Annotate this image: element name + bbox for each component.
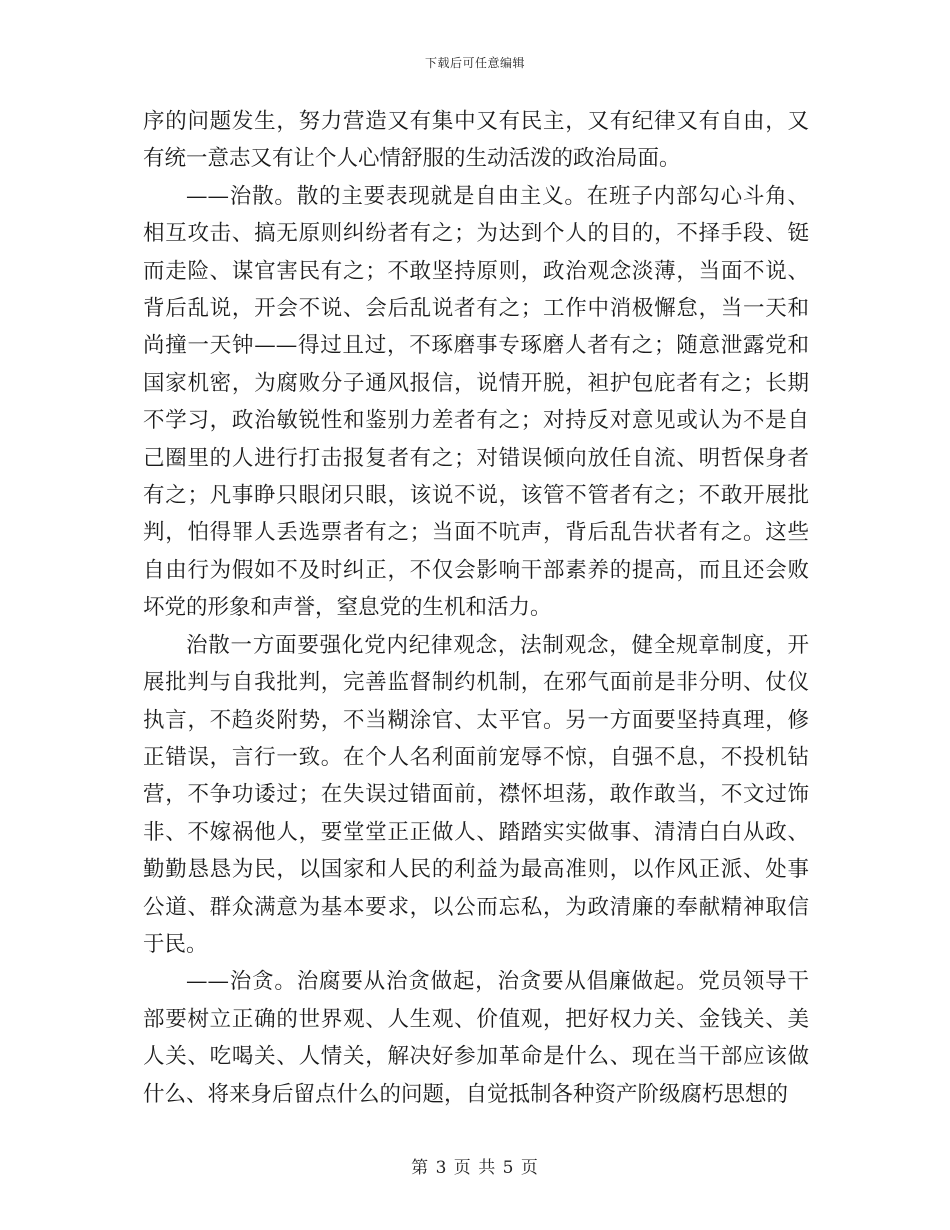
page-footer: 第 3 页 共 5 页 <box>411 1158 539 1178</box>
paragraph-2: ——治散。散的主要表现就是自由主义。在班子内部勾心斗角、相互攻击、搞无原则纠纷者有之；为达到个人的目的，不择手段、铤而走险、谋官害民有之；不敢坚持原则，政治观念淡薄，当面不说、背后乱说，开会不说、会后乱说者有之；工作中消极懈怠，当一天和尚撞一天钟——得过且过，不琢磨事专琢磨人者有之；随意泄露党和国家机密，为腐败分子通风报信，说情开脱，袒护包庇者有之；长期不学习，政治敏锐性和鉴别力差者有之；对持反对意见或认为不是自己圈里的人进行打击报复者有之；对错误倾向放任自流、明哲保身者有之；凡事睁只眼闭只眼，该说不说，该管不管者有之；不敢开展批判，怕得罪人丢选票者有之；当面不吭声，背后乱告状者有之。这些自由行为假如不及时纠正，不仅会影响干部素养的提高，而且还会败坏党的形象和声誉，窒息党的生机和活力。 <box>143 183 809 621</box>
paragraph-4: ——治贪。治腐要从治贪做起，治贪要从倡廉做起。党员领导干部要树立正确的世界观、人生观、价值观，把好权力关、金钱关、美人关、吃喝关、人情关，解决好参加革命是什么、现在当干部应该做什么、将来身后留点什么的问题，自觉抵制各种资产阶级腐朽思想的 <box>143 969 809 1107</box>
page-header: 下载后可任意编辑 <box>424 56 525 70</box>
paragraph-1: 序的问题发生，努力营造又有集中又有民主，又有纪律又有自由，又有统一意志又有让个人心情舒服的生动活泼的政治局面。 <box>143 109 809 172</box>
document-body <box>143 103 809 1113</box>
paragraph-3: 治散一方面要强化党内纪律观念，法制观念，健全规章制度，开展批判与自我批判，完善监督制约机制，在邪气面前是非分明、仗仪执言，不趋炎附势，不当糊涂官、太平官。另一方面要坚持真理，修正错误，言行一致。在个人名利面前宠辱不惊，自强不息，不投机钻营，不争功诿过；在失误过错面前，襟怀坦荡，敢作敢当，不文过饰非、不嫁祸他人，要堂堂正正做人、踏踏实实做事、清清白白从政、勤勤恳恳为民，以国家和人民的利益为最高准则，以作风正派、处事公道、群众满意为基本要求，以公而忘私，为政清廉的奉献精神取信于民。 <box>143 632 809 957</box>
